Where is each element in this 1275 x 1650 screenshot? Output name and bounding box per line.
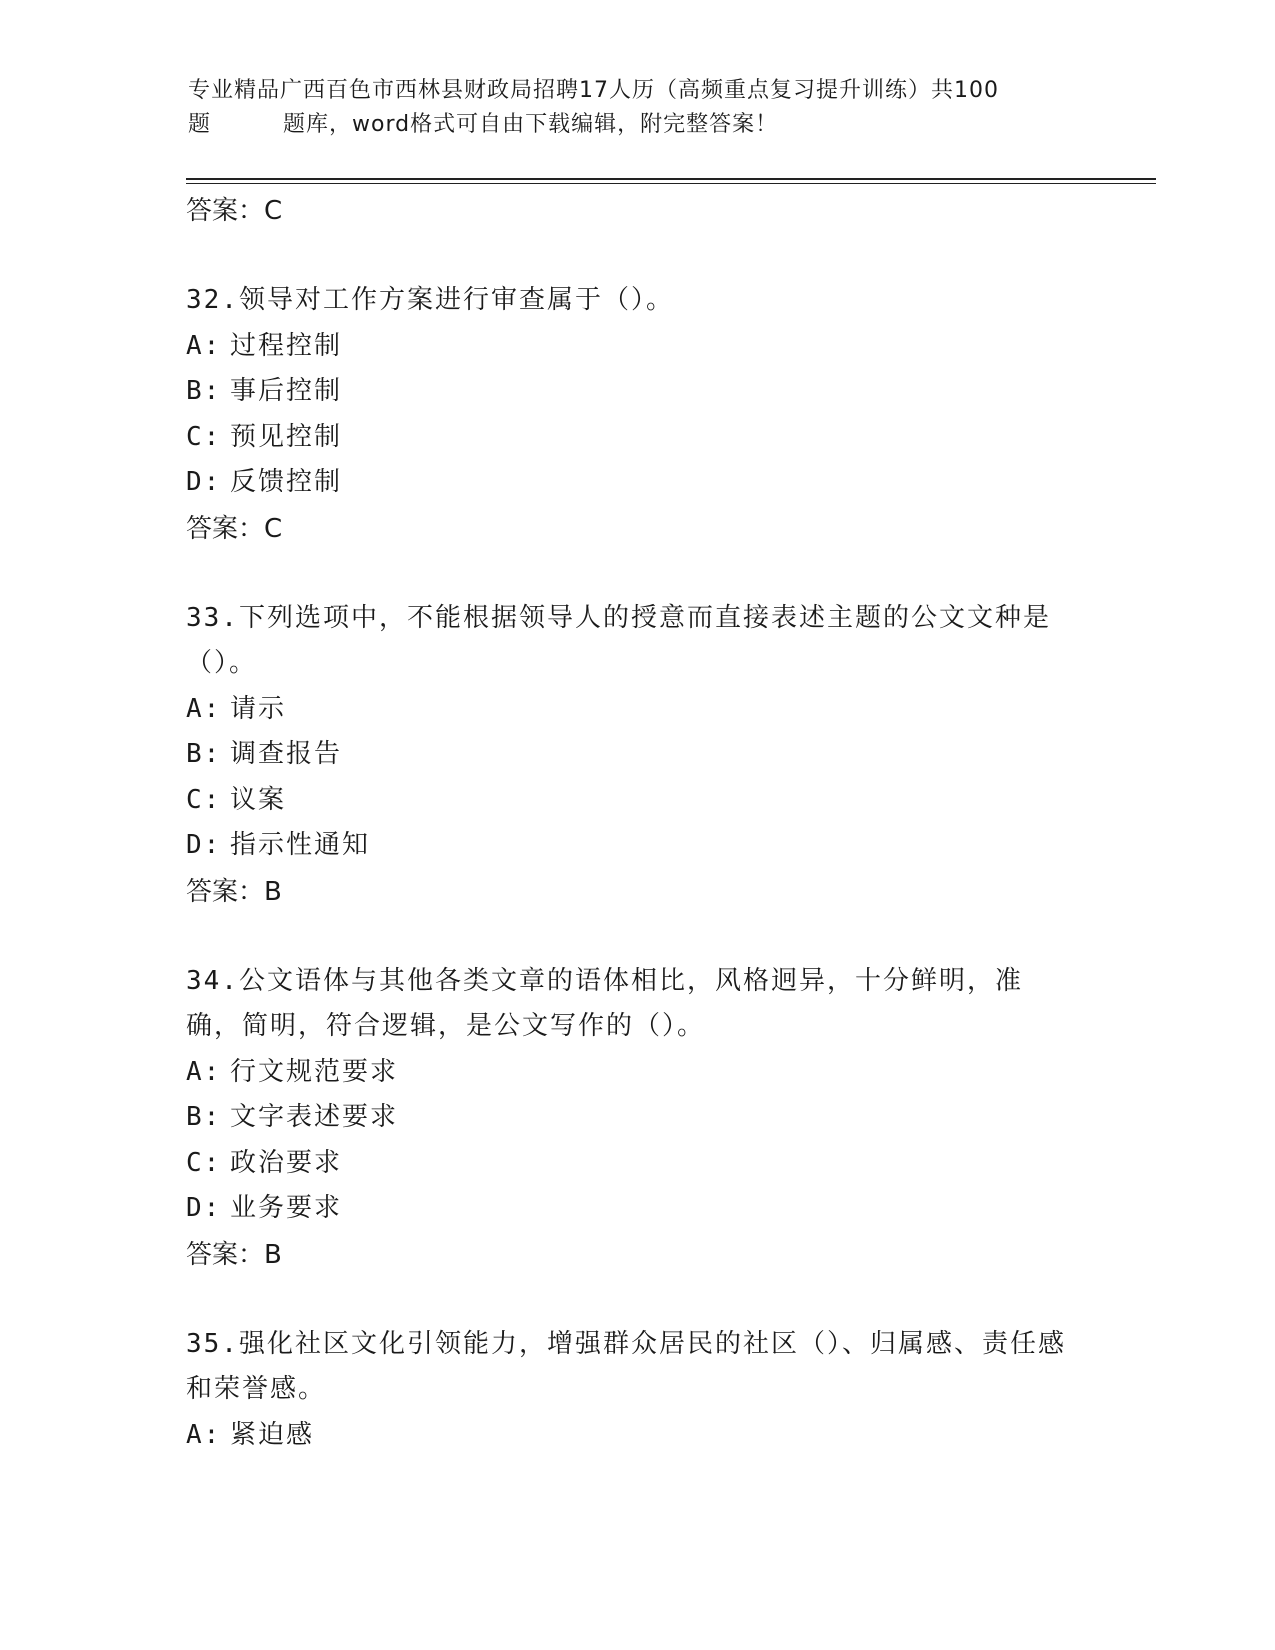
question-stem: 领导对工作方案进行审查属于（）。 xyxy=(238,285,674,315)
question-32 xyxy=(186,278,1086,552)
option-letter: D: xyxy=(186,467,222,497)
questions-container xyxy=(186,278,1086,1458)
option-text: 过程控制 xyxy=(230,330,343,361)
question-34 xyxy=(186,959,1086,1278)
option-a xyxy=(186,1413,1086,1459)
question-number: 35. xyxy=(186,1328,239,1359)
question-stem: 公文语体与其他各类文章的语体相比，风格迥异，十分鲜明，准确，简明，符合逻辑，是公文写作的（）。 xyxy=(186,965,1023,1041)
option-text: 指示性通知 xyxy=(230,830,371,860)
option-letter: A: xyxy=(186,330,222,361)
option-letter: A: xyxy=(186,1056,222,1087)
option-text: 事后控制 xyxy=(230,376,343,406)
option-a xyxy=(186,324,1086,370)
option-b xyxy=(186,732,1086,778)
option-text: 文字表述要求 xyxy=(230,1102,399,1132)
question-number: 32. xyxy=(186,285,239,315)
option-text: 政治要求 xyxy=(230,1147,343,1178)
option-text: 业务要求 xyxy=(230,1193,343,1223)
option-c xyxy=(186,415,1086,461)
header-divider-thick xyxy=(186,178,1156,180)
option-letter: C: xyxy=(186,421,222,452)
option-letter: A: xyxy=(186,693,222,724)
option-d xyxy=(186,1186,1086,1232)
option-letter: D: xyxy=(186,830,222,860)
answer-label: 答案： xyxy=(186,513,265,544)
question-list xyxy=(186,188,1086,1458)
option-letter: B: xyxy=(186,739,222,769)
answer-value: B xyxy=(264,1239,282,1270)
option-text: 紧迫感 xyxy=(230,1419,315,1450)
option-text: 议案 xyxy=(230,784,287,815)
option-letter: A: xyxy=(186,1419,222,1450)
option-letter: D: xyxy=(186,1193,222,1223)
header-divider-thin xyxy=(186,183,1156,184)
option-a xyxy=(186,687,1086,733)
question-text xyxy=(186,278,1066,324)
answer-value: C xyxy=(264,196,283,226)
option-d xyxy=(186,823,1086,869)
header-line2-left: 题 xyxy=(188,112,212,137)
option-c xyxy=(186,778,1086,824)
answer-label: 答案： xyxy=(186,876,265,907)
question-stem: 强化社区文化引领能力，增强群众居民的社区（）、归属感、责任感和荣誉感。 xyxy=(186,1328,1066,1404)
question-number: 33. xyxy=(186,602,239,633)
option-letter: B: xyxy=(186,376,222,406)
option-text: 请示 xyxy=(230,693,287,724)
option-letter: C: xyxy=(186,1147,222,1178)
question-stem: 下列选项中，不能根据领导人的授意而直接表述主题的公文文种是（）。 xyxy=(186,602,1051,678)
question-text xyxy=(186,1322,1066,1413)
answer-label: 答案： xyxy=(186,1239,265,1270)
option-text: 行文规范要求 xyxy=(230,1056,399,1087)
option-text: 预见控制 xyxy=(230,421,343,452)
option-b xyxy=(186,369,1086,415)
option-text: 反馈控制 xyxy=(230,467,343,497)
previous-answer xyxy=(186,188,1086,234)
question-number: 34. xyxy=(186,965,239,996)
answer-line xyxy=(186,869,1086,915)
question-text xyxy=(186,959,1066,1050)
option-a xyxy=(186,1050,1086,1096)
answer-line xyxy=(186,1232,1086,1278)
header-title-line1: 专业精品广西百色市西林县财政局招聘17人历（高频重点复习提升训练）共100 xyxy=(188,78,999,103)
header-title-line2 xyxy=(188,108,1068,142)
header-line2-right: 题库，word格式可自由下载编辑，附完整答案！ xyxy=(283,112,779,137)
option-letter: B: xyxy=(186,1102,222,1132)
option-letter: C: xyxy=(186,784,222,815)
option-d xyxy=(186,460,1086,506)
answer-value: C xyxy=(264,513,283,544)
answer-label: 答案： xyxy=(186,196,265,226)
question-33 xyxy=(186,596,1086,915)
question-text xyxy=(186,596,1066,687)
option-text: 调查报告 xyxy=(230,739,343,769)
option-b xyxy=(186,1095,1086,1141)
answer-value: B xyxy=(264,876,282,907)
option-c xyxy=(186,1141,1086,1187)
document-header xyxy=(188,74,1068,142)
question-35 xyxy=(186,1322,1086,1459)
answer-line xyxy=(186,506,1086,552)
